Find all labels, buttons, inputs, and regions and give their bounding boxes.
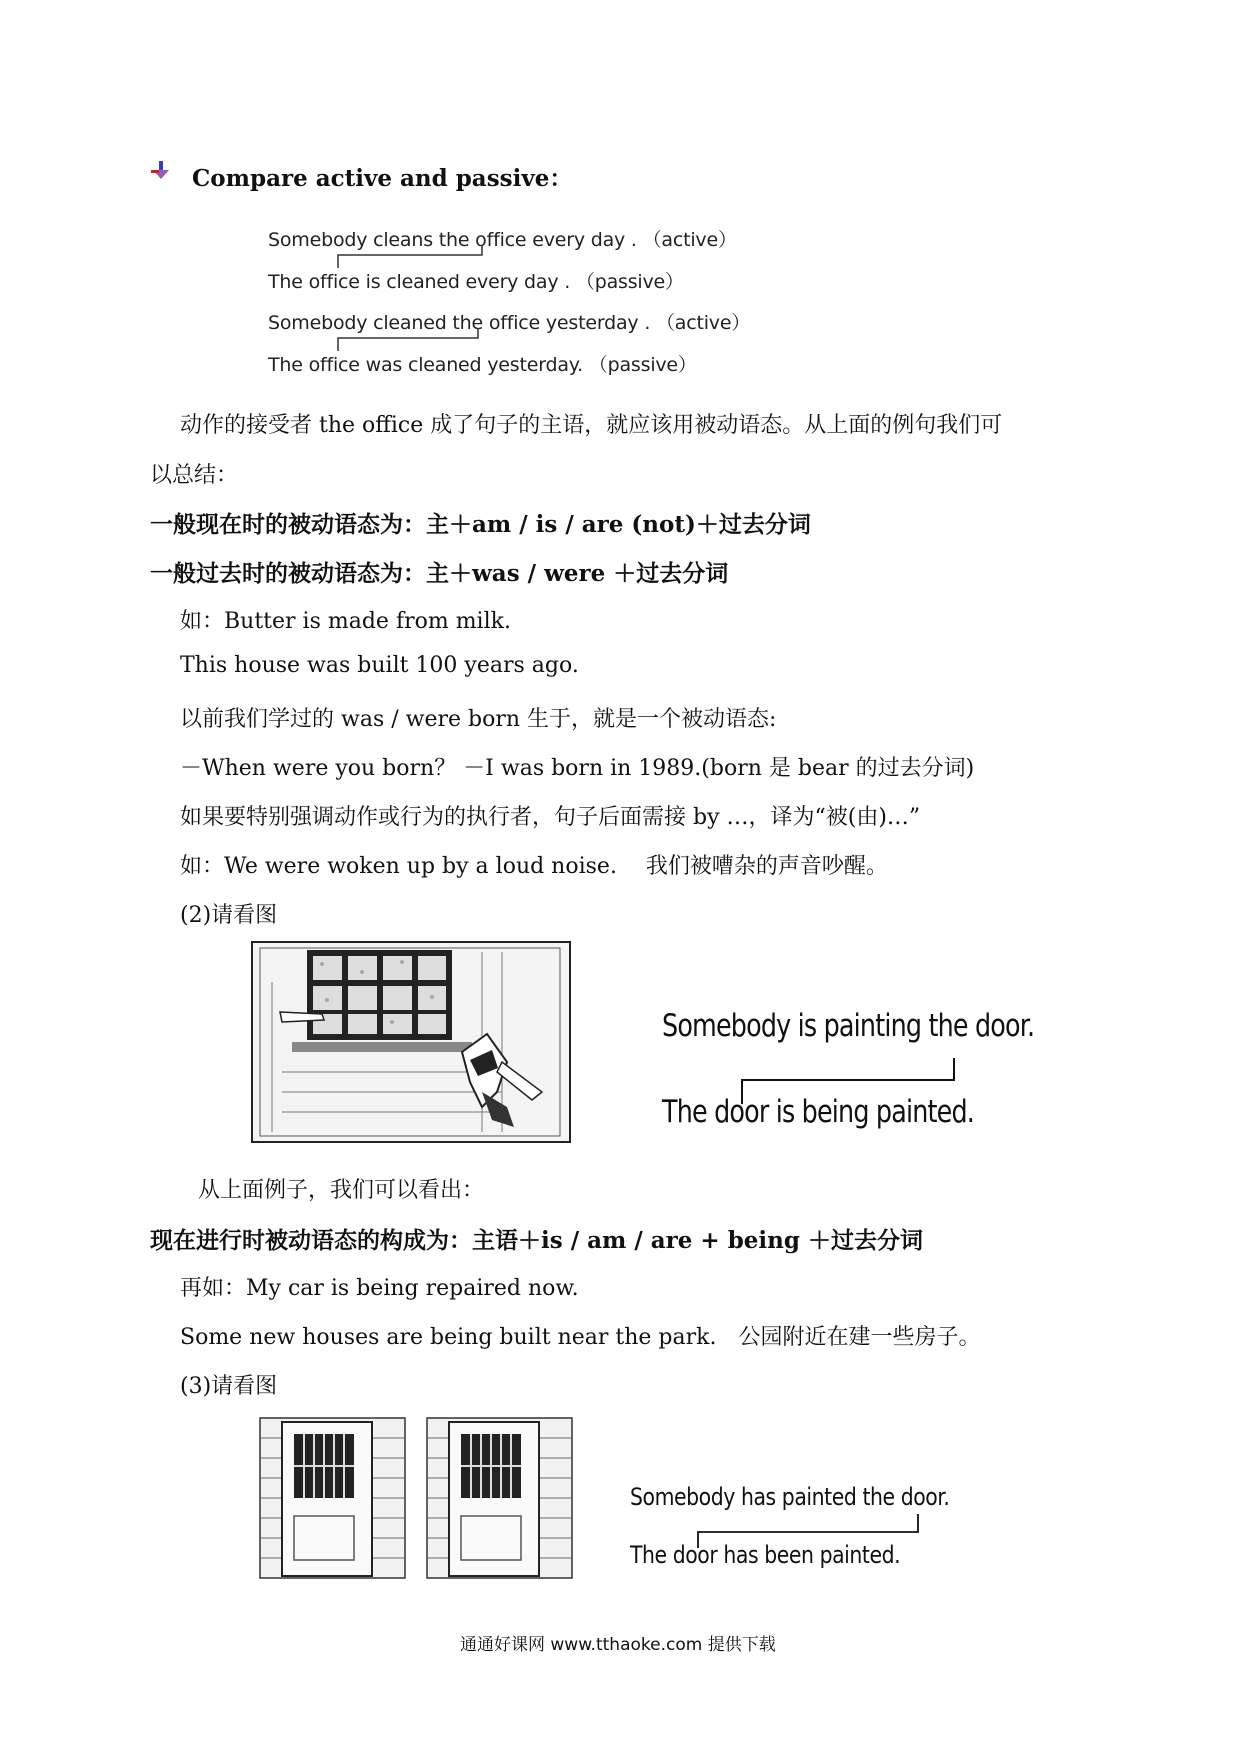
page-footer: 通通好课网 www.tthaoke.com 提供下载 [460, 1635, 776, 1655]
example-butter: 如：Butter is made from milk. [180, 609, 511, 634]
section-2-label: (2)请看图 [180, 903, 278, 928]
by-example: 如：We were woken up by a loud noise. 我们被嘈杂的声音吵醒。 [180, 854, 888, 879]
section-2-conclusion: 从上面例子，我们可以看出： [198, 1178, 485, 1203]
figure-3-active-sentence: Somebody has painted the door. [630, 1483, 950, 1511]
example-passive-2: The office was cleaned yesterday. （passive） [268, 354, 697, 376]
paragraph-line-1: 动作的接受者 the office 成了句子的主语，就应该用被动语态。从上面的例句我们可 [180, 413, 1003, 438]
figure-2-passive-sentence: The door is being painted. [662, 1094, 975, 1130]
paragraph-line-2: 以总结： [150, 463, 239, 488]
example-active-1: Somebody cleans the office every day . （active） [268, 229, 737, 251]
example-passive-1: The office is cleaned every day . （passive） [268, 271, 684, 293]
figure-2-active-sentence: Somebody is painting the door. [662, 1008, 1035, 1044]
born-dialog: －When were you born？ －I was born in 1989.(born 是 bear 的过去分词) [180, 756, 975, 781]
section-3-label: (3)请看图 [180, 1374, 278, 1399]
example-house: This house was built 100 years ago. [180, 653, 579, 678]
example-houses: Some new houses are being built near the park. 公园附近在建一些房子。 [180, 1325, 981, 1350]
example-active-2: Somebody cleaned the office yesterday . （active） [268, 312, 751, 334]
example-car: 再如：My car is being repaired now. [180, 1276, 579, 1301]
rule-simple-past: 一般过去时的被动语态为：主＋was / were ＋过去分词 [150, 560, 729, 587]
born-intro: 以前我们学过的 was / were born 生于，就是一个被动语态: [180, 707, 777, 732]
rule-present-progressive: 现在进行时被动语态的构成为：主语＋is / am / are + being ＋过去分词 [150, 1227, 923, 1254]
by-rule: 如果要特别强调动作或行为的执行者，句子后面需接 by …，译为“被(由)…” [180, 805, 921, 830]
figure-3-passive-sentence: The door has been painted. [630, 1541, 901, 1569]
rule-simple-present: 一般现在时的被动语态为：主＋am / is / are (not)＋过去分词 [150, 511, 811, 538]
section-heading: Compare active and passive： [192, 165, 573, 192]
